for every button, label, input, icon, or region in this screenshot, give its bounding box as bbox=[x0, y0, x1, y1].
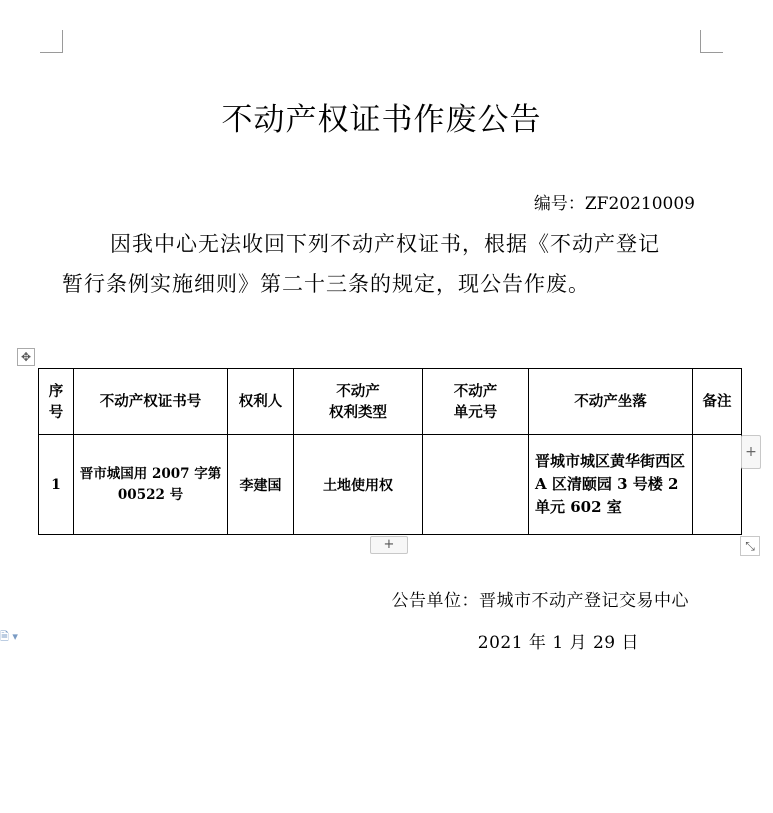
announcement-paragraph bbox=[62, 224, 707, 304]
header-seq: 序 号 bbox=[39, 369, 74, 435]
document-number-label: 编号： bbox=[533, 194, 585, 214]
page-corner-mark-top-left bbox=[40, 30, 63, 53]
add-column-button[interactable]: + bbox=[741, 435, 761, 469]
certificate-table bbox=[38, 368, 742, 535]
paragraph-line-1: 因我中心无法收回下列不动产权证书，根据《不动产登记 bbox=[110, 232, 660, 256]
header-location: 不动产坐落 bbox=[529, 369, 693, 435]
document-number bbox=[534, 189, 695, 214]
header-unit-no: 不动产 单元号 bbox=[423, 369, 529, 435]
cell-unit-no bbox=[423, 435, 529, 535]
cell-location: 晋城市城区黄华街西区 A 区清颐园 3 号楼 2 单元 602 室 bbox=[529, 435, 693, 535]
issuer-line: 公告单位：晋城市不动产登记交易中心 bbox=[391, 591, 689, 611]
cell-remark bbox=[693, 435, 742, 535]
issue-date: 2021 年 1 月 29 日 bbox=[477, 633, 639, 653]
cell-cert-no: 晋市城国用 2007 字第 00522 号 bbox=[74, 435, 228, 535]
table-move-handle-icon[interactable]: ✥ bbox=[17, 348, 35, 366]
header-remark: 备注 bbox=[693, 369, 742, 435]
add-row-button[interactable]: + bbox=[370, 536, 408, 554]
table-row bbox=[39, 435, 742, 535]
page-corner-mark-top-right bbox=[700, 30, 723, 53]
header-cert-no: 不动产权证书号 bbox=[74, 369, 228, 435]
paragraph-line-2: 暂行条例实施细则》第二十三条的规定，现公告作废。 bbox=[62, 272, 590, 296]
header-right-type: 不动产 权利类型 bbox=[294, 369, 423, 435]
header-holder: 权利人 bbox=[228, 369, 294, 435]
table-header-row bbox=[39, 369, 742, 435]
document-title: 不动产权证书作废公告 bbox=[221, 102, 542, 138]
table-resize-handle-icon[interactable]: ⤡ bbox=[740, 536, 760, 556]
paste-options-icon[interactable]: 🗎 ▾ bbox=[0, 630, 18, 643]
cell-holder: 李建国 bbox=[228, 435, 294, 535]
document-number-value: ZF20210009 bbox=[584, 194, 695, 214]
cell-seq: 1 bbox=[39, 435, 74, 535]
cell-right-type: 土地使用权 bbox=[294, 435, 423, 535]
